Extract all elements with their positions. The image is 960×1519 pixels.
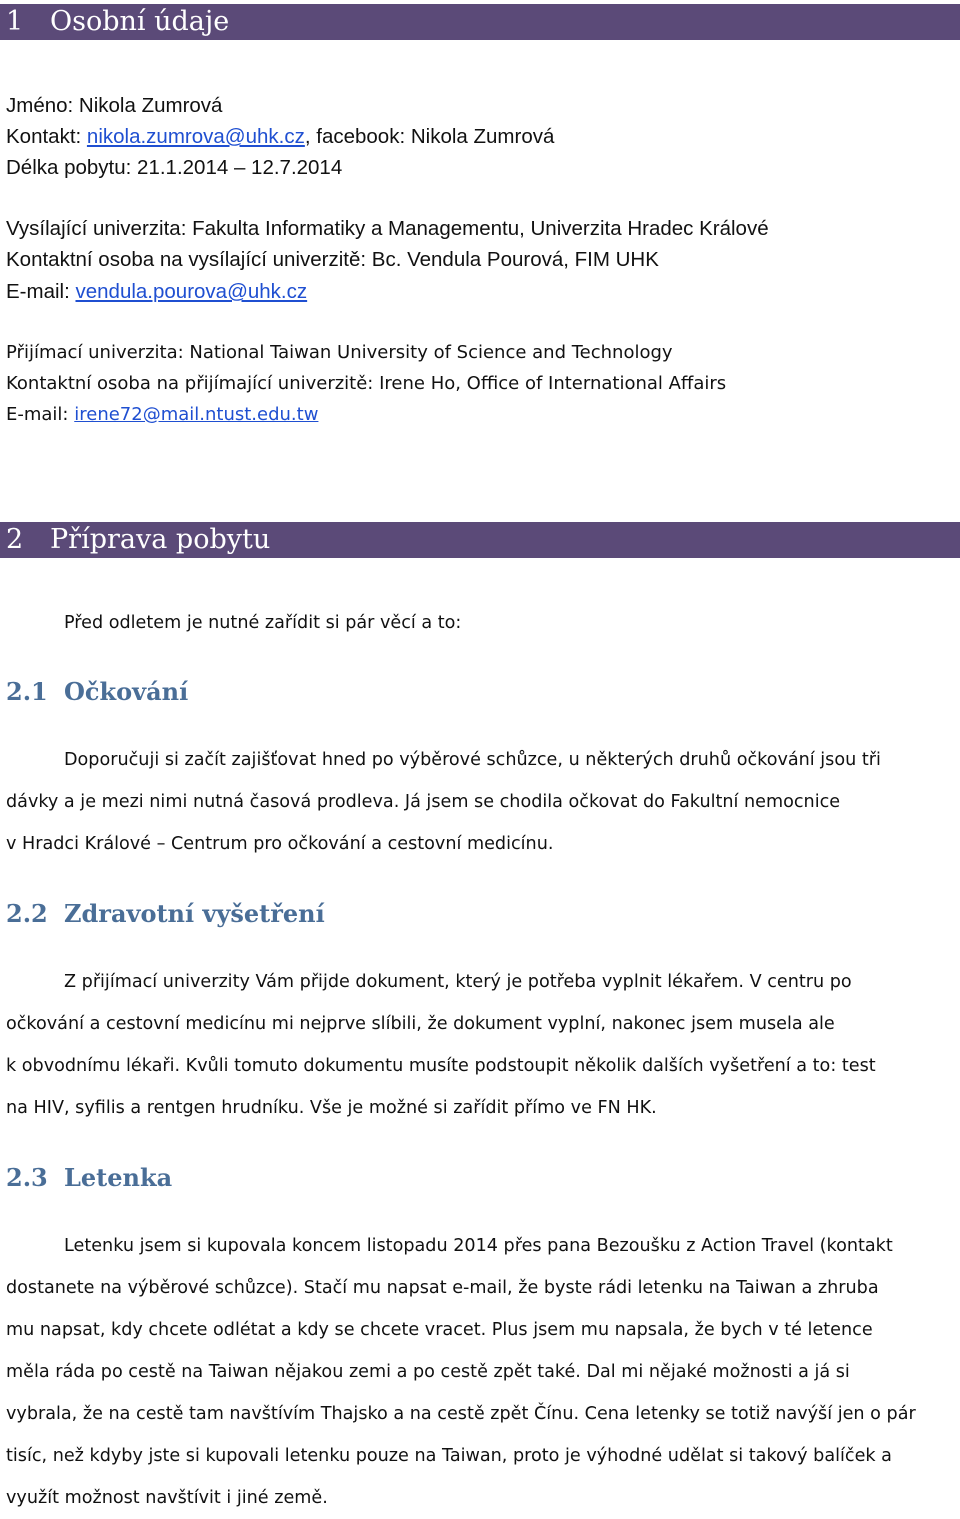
- paragraph-line: očkování a cestovní medicínu mi nejprve slíbili, že dokument vyplní, nakonec jsem musela ale: [6, 1014, 835, 1034]
- email-prefix: E-mail:: [6, 280, 76, 303]
- stay-length-line: Délka pobytu: 21.1.2014 – 12.7.2014: [6, 156, 343, 179]
- sending-email-line: [6, 276, 307, 307]
- subsection-number: 2.2: [6, 899, 48, 928]
- contact-line: [6, 121, 554, 152]
- subsection-heading-2-2: [6, 899, 325, 929]
- paragraph-line: vybrala, že na cestě tam navštívím Thajsko a na cestě zpět Čínu. Cena letenky se totiž navýší jen o pár: [6, 1404, 916, 1424]
- sending-email-link[interactable]: vendula.pourova@uhk.cz: [75, 280, 308, 303]
- section-heading-2: [0, 522, 960, 558]
- paragraph-line: Letenku jsem si kupovala koncem listopadu 2014 přes pana Bezoušku z Action Travel (kontakt: [64, 1236, 893, 1256]
- subsection-title: Zdravotní vyšetření: [64, 899, 325, 928]
- paragraph-line: využít možnost navštívit i jiné země.: [6, 1488, 328, 1508]
- receiving-university-line: Přijímací univerzita: National Taiwan University of Science and Technology: [6, 342, 673, 363]
- paragraph-line: na HIV, syfilis a rentgen hrudníku. Vše je možné si zařídit přímo ve FN HK.: [6, 1098, 657, 1118]
- paragraph-line: dostanete na výběrové schůzce). Stačí mu napsat e-mail, že byste rádi letenku na Taiwan a zhruba: [6, 1278, 879, 1298]
- prep-intro: Před odletem je nutné zařídit si pár věcí a to:: [64, 613, 462, 633]
- section-number: 1: [6, 6, 24, 37]
- receiving-email-line: [6, 399, 318, 430]
- contact-email-link[interactable]: nikola.zumrova@uhk.cz: [86, 125, 305, 148]
- contact-prefix: Kontakt:: [6, 125, 87, 148]
- sending-contact-line: Kontaktní osoba na vysílající univerzitě: Bc. Vendula Pourová, FIM UHK: [6, 248, 659, 271]
- subsection-number: 2.1: [6, 677, 48, 706]
- paragraph-line: dávky a je mezi nimi nutná časová prodleva. Já jsem se chodila očkovat do Fakultní nemocnice: [6, 792, 841, 812]
- receiving-email-link[interactable]: irene72@mail.ntust.edu.tw: [74, 404, 319, 425]
- subsection-title: Letenka: [64, 1163, 173, 1192]
- subsection-heading-2-3: [6, 1163, 173, 1193]
- paragraph-line: Doporučuji si začít zajišťovat hned po výběrové schůzce, u některých druhů očkování jsou tři: [64, 750, 881, 770]
- paragraph-line: měla ráda po cestě na Taiwan nějakou zemi a po cestě zpět také. Dal mi nějaké možnosti a já si: [6, 1362, 850, 1382]
- name-line: Jméno: Nikola Zumrová: [6, 94, 223, 117]
- receiving-contact-line: Kontaktní osoba na přijímající univerzitě: Irene Ho, Office of International Affairs: [6, 373, 727, 394]
- subsection-title: Očkování: [64, 677, 189, 706]
- paragraph-line: mu napsat, kdy chcete odlétat a kdy se chcete vracet. Plus jsem mu napsala, že bych v té letence: [6, 1320, 873, 1340]
- section-heading-1: [0, 4, 960, 40]
- contact-suffix: , facebook: Nikola Zumrová: [304, 125, 555, 148]
- subsection-heading-2-1: [6, 677, 189, 707]
- paragraph-line: v Hradci Králové – Centrum pro očkování a cestovní medicínu.: [6, 834, 554, 854]
- section-title: Osobní údaje: [50, 6, 230, 37]
- paragraph-line: Z přijímací univerzity Vám přijde dokument, který je potřeba vyplnit lékařem. V centru po: [64, 972, 852, 992]
- paragraph-line: k obvodnímu lékaři. Kvůli tomuto dokumentu musíte podstoupit několik dalších vyšetření a to: test: [6, 1056, 876, 1076]
- subsection-number: 2.3: [6, 1163, 48, 1192]
- section-title: Příprava pobytu: [50, 524, 271, 555]
- email-prefix: E-mail:: [6, 404, 75, 425]
- section-number: 2: [6, 524, 24, 555]
- paragraph-line: tisíc, než kdyby jste si kupovali letenku pouze na Taiwan, proto je výhodné udělat si takový balíček a: [6, 1446, 892, 1466]
- sending-university-line: Vysílající univerzita: Fakulta Informatiky a Managementu, Univerzita Hradec Králové: [6, 217, 769, 240]
